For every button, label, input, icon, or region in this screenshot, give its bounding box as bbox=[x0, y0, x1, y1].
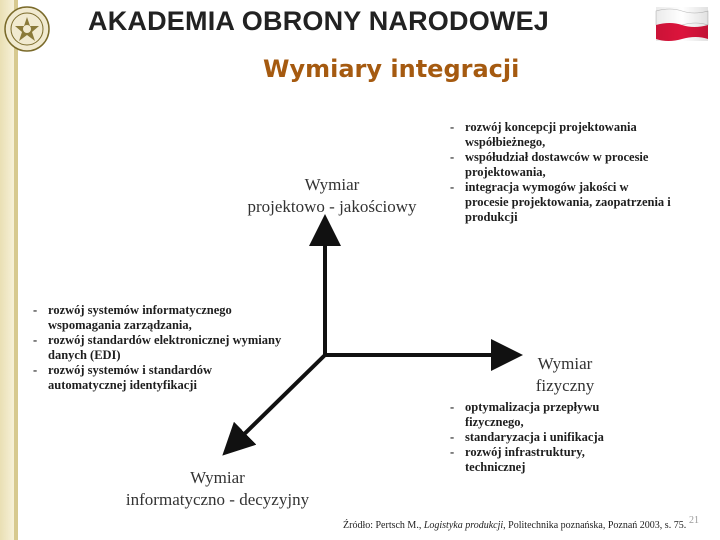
list-item: - integracja wymogów jakości w procesie projektowania, zaopatrzenia i produkcji bbox=[450, 180, 675, 225]
vertical-axis-list bbox=[450, 120, 675, 225]
slide-subtitle: Wymiary integracji bbox=[263, 55, 520, 83]
diagonal-axis-label: Wymiar informatyczno - decyzyjny bbox=[125, 468, 310, 509]
list-item: - rozwój systemów i standardów automatycznej identyfikacji bbox=[33, 363, 288, 393]
source-citation: Źródło: Pertsch M., Logistyka produkcji, Politechnika poznańska, Poznań 2003, s. 75. bbox=[343, 520, 687, 531]
list-item: - optymalizacja przepływu fizycznego, bbox=[450, 400, 635, 430]
list-item: - rozwój systemów informatycznego wspomagania zarządzania, bbox=[33, 303, 288, 333]
list-item: - rozwój infrastruktury, technicznej bbox=[450, 445, 635, 475]
vertical-axis-label: Wymiar projektowo - jakościowy bbox=[247, 175, 417, 216]
diagonal-axis-list bbox=[33, 303, 288, 393]
list-item: - rozwój standardów elektronicznej wymiany danych (EDI) bbox=[33, 333, 288, 363]
list-item: - współudział dostawców w procesie projektowania, bbox=[450, 150, 675, 180]
list-item: - rozwój koncepcji projektowania współbieżnego, bbox=[450, 120, 675, 150]
horizontal-axis-list bbox=[450, 400, 635, 475]
horizontal-axis-label: Wymiar fizyczny bbox=[535, 354, 595, 395]
page-number: 21 bbox=[689, 515, 699, 526]
list-item: - standaryzacja i unifikacja bbox=[450, 430, 635, 445]
page-title: AKADEMIA OBRONY NARODOWEJ bbox=[88, 6, 550, 36]
